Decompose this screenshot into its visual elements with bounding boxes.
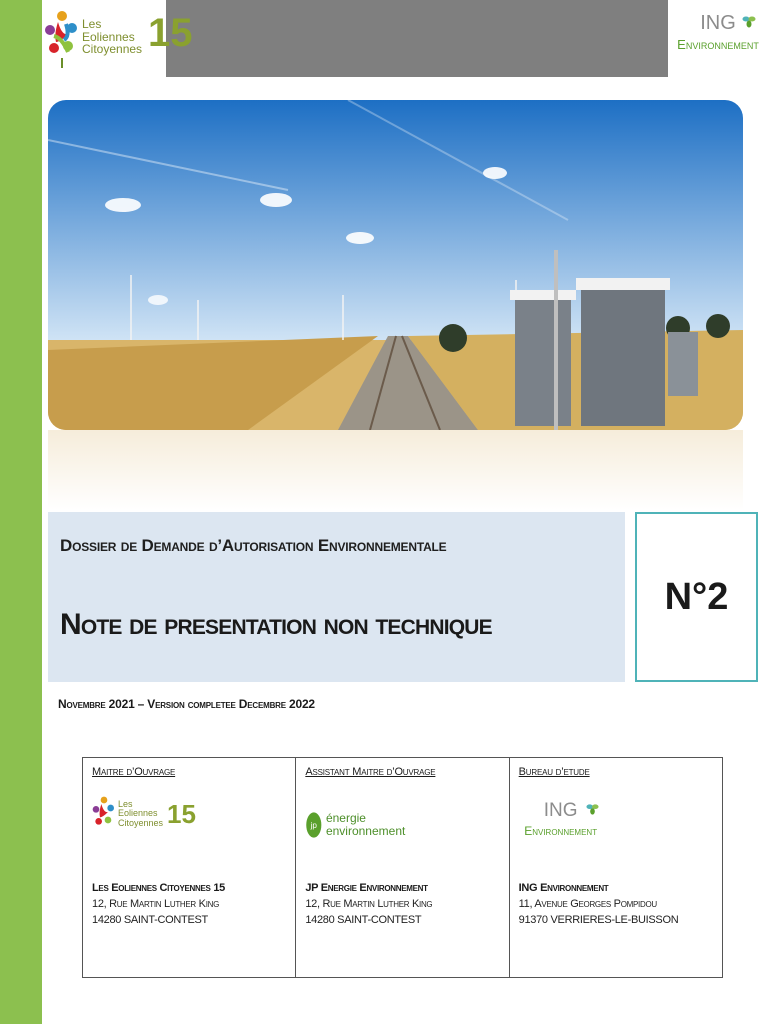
jp-leaf-icon xyxy=(305,803,323,847)
consultant-table-logo-bottom: Environnement xyxy=(524,824,598,838)
header-band xyxy=(166,0,668,77)
client-logo-line1: Les xyxy=(82,17,102,32)
party-address: 12, Rue Martin Luther King xyxy=(92,898,220,910)
owner-logo-line1: Les xyxy=(118,798,133,809)
party-column-assistant xyxy=(295,758,508,977)
party-column-owner xyxy=(83,758,295,977)
party-city: 91370 VERRIERES-LE-BUISSON xyxy=(518,914,679,926)
owner-logo-number: 15 xyxy=(167,798,196,829)
party-column-consultant xyxy=(509,758,722,977)
party-heading: Bureau d’etude xyxy=(518,766,590,778)
date-line: Novembre 2021 – Version completee Decembre 2022 xyxy=(58,697,315,711)
title-box xyxy=(48,512,625,682)
consultant-logo xyxy=(676,12,760,52)
party-address: 11, Avenue Georges Pompidou xyxy=(518,898,657,910)
dossier-title: Dossier de Demande d’Autorisation Environnementale xyxy=(60,536,447,555)
client-logo xyxy=(44,6,193,68)
owner-logo-line2: Eoliennes xyxy=(118,808,158,819)
flower-people-icon xyxy=(92,792,116,836)
consultant-logo-top: ING xyxy=(700,12,736,34)
party-address: 12, Rue Martin Luther King xyxy=(305,898,433,910)
owner-logo xyxy=(92,792,295,864)
parties-table xyxy=(82,757,723,978)
leaf-icon xyxy=(742,14,756,30)
wind-farm-landscape-photo xyxy=(48,100,743,510)
party-city: 14280 SAINT-CONTEST xyxy=(92,914,208,926)
document-number-box xyxy=(635,512,758,682)
assistant-logo-line1: énergie xyxy=(325,810,366,825)
client-logo-line3: Citoyennes xyxy=(82,42,143,57)
party-city: 14280 SAINT-CONTEST xyxy=(305,914,422,926)
party-name: JP Energie Environnement xyxy=(305,882,428,894)
flower-people-icon xyxy=(44,6,80,68)
leaf-icon xyxy=(586,802,599,817)
consultant-table-logo-top: ING xyxy=(543,800,578,821)
party-name: Les Eoliennes Citoyennes 15 xyxy=(92,882,225,894)
assistant-logo xyxy=(305,792,508,864)
client-logo-number: 15 xyxy=(148,10,193,55)
side-accent-bar xyxy=(0,0,42,1024)
party-heading: Maitre d’Ouvrage xyxy=(92,766,176,778)
svg-text:jp: jp xyxy=(310,821,318,831)
party-heading: Assistant Maitre d’Ouvrage xyxy=(305,766,436,778)
note-title: Note de presentation non technique xyxy=(60,608,492,641)
consultant-table-logo xyxy=(519,792,722,864)
client-logo-line2: Eoliennes xyxy=(82,29,135,44)
consultant-logo-bottom: Environnement xyxy=(677,37,759,52)
document-number: N°2 xyxy=(664,575,729,618)
owner-logo-line3: Citoyennes xyxy=(118,817,164,828)
party-name: ING Environnement xyxy=(518,882,609,894)
assistant-logo-line2: environnement xyxy=(325,824,406,838)
